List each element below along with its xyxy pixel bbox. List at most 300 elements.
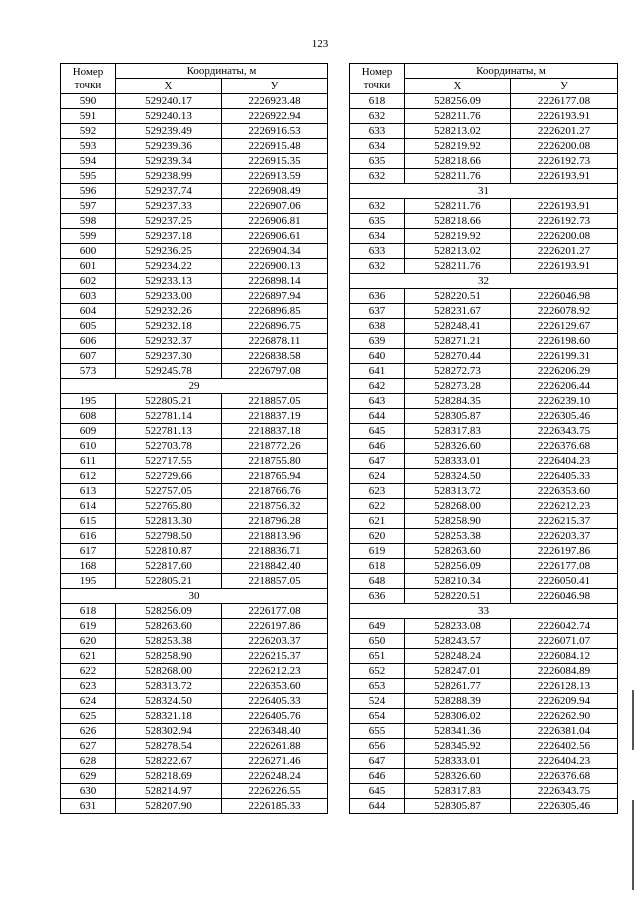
table-row — [61, 679, 328, 694]
table-row — [61, 139, 328, 154]
y-coordinate-cell: 2226878.11 — [222, 334, 328, 349]
x-coordinate-cell: 529240.13 — [116, 109, 222, 124]
x-coordinate-cell: 528317.83 — [405, 784, 511, 799]
table-row — [350, 409, 618, 424]
point-number-header-line1: Номер — [361, 65, 393, 78]
y-coordinate-cell: 2226200.08 — [511, 229, 618, 244]
x-coordinate-cell: 529245.78 — [116, 364, 222, 379]
group-header-row — [350, 184, 618, 199]
x-coordinate-cell: 522765.80 — [116, 499, 222, 514]
point-number-cell: 606 — [61, 334, 116, 349]
y-coordinate-cell: 2226404.23 — [511, 454, 618, 469]
x-coordinate-cell: 528270.44 — [405, 349, 511, 364]
table-row — [350, 394, 618, 409]
x-coordinate-cell: 528233.08 — [405, 619, 511, 634]
point-number-cell: 168 — [61, 559, 116, 574]
point-number-cell: 638 — [350, 319, 405, 334]
y-coordinate-cell: 2226922.94 — [222, 109, 328, 124]
x-coordinate-cell: 528272.73 — [405, 364, 511, 379]
page-number: 123 — [311, 38, 329, 50]
table-row — [350, 739, 618, 754]
point-number-cell: 636 — [350, 289, 405, 304]
point-number-cell: 651 — [350, 649, 405, 664]
y-coordinate-cell: 2226197.86 — [511, 544, 618, 559]
table-row — [350, 109, 618, 124]
point-number-cell: 625 — [61, 709, 116, 724]
point-number-cell: 618 — [350, 559, 405, 574]
point-number-cell: 624 — [61, 694, 116, 709]
point-number-cell: 616 — [61, 529, 116, 544]
x-coordinate-cell: 528326.60 — [405, 439, 511, 454]
x-coordinate-cell: 528218.66 — [405, 154, 511, 169]
x-coordinate-cell: 528222.67 — [116, 754, 222, 769]
point-number-cell: 195 — [61, 394, 116, 409]
y-coordinate-cell: 2226923.48 — [222, 94, 328, 109]
point-number-cell: 635 — [350, 154, 405, 169]
table-row — [350, 529, 618, 544]
y-coordinate-cell: 2226129.67 — [511, 319, 618, 334]
group-number: 32 — [350, 274, 618, 289]
point-number-cell: 612 — [61, 469, 116, 484]
point-number-cell: 619 — [350, 544, 405, 559]
point-number-cell: 620 — [350, 529, 405, 544]
point-number-cell: 631 — [61, 799, 116, 814]
table-row — [61, 289, 328, 304]
point-number-header-line2: точки — [74, 78, 102, 91]
y-coordinate-cell: 2226226.55 — [222, 784, 328, 799]
point-number-cell: 633 — [350, 124, 405, 139]
x-coordinate-cell: 528324.50 — [116, 694, 222, 709]
x-coordinate-cell: 528220.51 — [405, 289, 511, 304]
y-coordinate-cell: 2226353.60 — [511, 484, 618, 499]
y-coordinate-cell: 2226192.73 — [511, 154, 618, 169]
y-coordinate-cell: 2218837.18 — [222, 424, 328, 439]
x-coordinate-cell: 522813.30 — [116, 514, 222, 529]
table-row — [350, 754, 618, 769]
x-coordinate-cell: 528273.28 — [405, 379, 511, 394]
x-coordinate-cell: 529236.25 — [116, 244, 222, 259]
x-coordinate-cell: 528256.09 — [116, 604, 222, 619]
y-coordinate-cell: 2226353.60 — [222, 679, 328, 694]
table-row — [350, 349, 618, 364]
table-row — [350, 484, 618, 499]
x-coordinate-cell: 522757.05 — [116, 484, 222, 499]
table-row — [350, 364, 618, 379]
y-coordinate-cell: 2226212.23 — [511, 499, 618, 514]
point-number-cell: 573 — [61, 364, 116, 379]
point-number-cell: 613 — [61, 484, 116, 499]
y-coordinate-cell: 2226199.31 — [511, 349, 618, 364]
point-number-cell: 619 — [61, 619, 116, 634]
group-header-row — [350, 274, 618, 289]
table-row — [61, 199, 328, 214]
x-coordinate-cell: 528256.09 — [405, 559, 511, 574]
table-row — [350, 619, 618, 634]
x-coordinate-cell: 528211.76 — [405, 169, 511, 184]
table-row — [350, 94, 618, 109]
coordinates-table-left — [60, 63, 328, 814]
point-number-cell: 590 — [61, 94, 116, 109]
x-coordinate-cell: 522810.87 — [116, 544, 222, 559]
y-coordinate-cell: 2226916.53 — [222, 124, 328, 139]
y-header: У — [222, 79, 328, 94]
point-number-cell: 626 — [61, 724, 116, 739]
y-coordinate-cell: 2218837.19 — [222, 409, 328, 424]
point-number-cell: 622 — [350, 499, 405, 514]
table-row — [61, 529, 328, 544]
y-coordinate-cell: 2226402.56 — [511, 739, 618, 754]
y-coordinate-cell: 2218765.94 — [222, 469, 328, 484]
y-coordinate-cell: 2218857.05 — [222, 394, 328, 409]
table-row — [61, 394, 328, 409]
point-number-cell: 615 — [61, 514, 116, 529]
point-number-cell: 621 — [61, 649, 116, 664]
table-row — [61, 364, 328, 379]
y-coordinate-cell: 2218796.28 — [222, 514, 328, 529]
y-coordinate-cell: 2218766.76 — [222, 484, 328, 499]
x-coordinate-cell: 528321.18 — [116, 709, 222, 724]
point-number-cell: 622 — [61, 664, 116, 679]
x-coordinate-cell: 522729.66 — [116, 469, 222, 484]
x-coordinate-cell: 528211.76 — [405, 199, 511, 214]
group-header-row — [61, 379, 328, 394]
x-coordinate-cell: 522781.14 — [116, 409, 222, 424]
point-number-cell: 647 — [350, 754, 405, 769]
point-number-cell: 632 — [350, 109, 405, 124]
table-row — [61, 664, 328, 679]
y-coordinate-cell: 2226900.13 — [222, 259, 328, 274]
x-coordinate-cell: 528313.72 — [116, 679, 222, 694]
point-number-cell: 637 — [350, 304, 405, 319]
x-coordinate-cell: 528247.01 — [405, 664, 511, 679]
point-number-cell: 630 — [61, 784, 116, 799]
y-coordinate-cell: 2226305.46 — [511, 409, 618, 424]
table-row — [61, 514, 328, 529]
table-row — [350, 289, 618, 304]
y-coordinate-cell: 2226177.08 — [511, 94, 618, 109]
point-number-cell: 607 — [61, 349, 116, 364]
group-number: 30 — [61, 589, 328, 604]
point-number-cell: 650 — [350, 634, 405, 649]
x-coordinate-cell: 528341.36 — [405, 724, 511, 739]
y-coordinate-cell: 2226071.07 — [511, 634, 618, 649]
x-coordinate-cell: 528213.02 — [405, 124, 511, 139]
point-number-cell: 645 — [350, 424, 405, 439]
x-coordinate-cell: 528256.09 — [405, 94, 511, 109]
y-coordinate-cell: 2226915.35 — [222, 154, 328, 169]
table-row — [350, 799, 618, 814]
point-number-cell: 632 — [350, 259, 405, 274]
point-number-cell: 599 — [61, 229, 116, 244]
x-coordinate-cell: 528305.87 — [405, 799, 511, 814]
x-coordinate-cell: 528271.21 — [405, 334, 511, 349]
x-coordinate-cell: 528253.38 — [405, 529, 511, 544]
x-coordinate-cell: 528219.92 — [405, 229, 511, 244]
table-row — [350, 439, 618, 454]
y-coordinate-cell: 2218857.05 — [222, 574, 328, 589]
point-number-cell: 646 — [350, 769, 405, 784]
point-number-cell: 610 — [61, 439, 116, 454]
point-number-cell: 649 — [350, 619, 405, 634]
group-number: 31 — [350, 184, 618, 199]
x-coordinate-cell: 529237.74 — [116, 184, 222, 199]
x-coordinate-cell: 529233.13 — [116, 274, 222, 289]
x-coordinate-cell: 522717.55 — [116, 454, 222, 469]
table-row — [61, 409, 328, 424]
table-row — [61, 769, 328, 784]
table-row — [350, 454, 618, 469]
table-row — [61, 799, 328, 814]
y-coordinate-cell: 2226177.08 — [511, 559, 618, 574]
point-number-cell: 598 — [61, 214, 116, 229]
table-row — [350, 649, 618, 664]
x-coordinate-cell: 528248.41 — [405, 319, 511, 334]
y-coordinate-cell: 2226215.37 — [511, 514, 618, 529]
table-row — [61, 214, 328, 229]
x-coordinate-cell: 529232.18 — [116, 319, 222, 334]
point-number-cell: 592 — [61, 124, 116, 139]
y-coordinate-cell: 2226206.29 — [511, 364, 618, 379]
y-coordinate-cell: 2226248.24 — [222, 769, 328, 784]
x-coordinate-cell: 528207.90 — [116, 799, 222, 814]
y-coordinate-cell: 2226271.46 — [222, 754, 328, 769]
point-number-cell: 644 — [350, 409, 405, 424]
x-coordinate-cell: 528345.92 — [405, 739, 511, 754]
point-number-cell: 655 — [350, 724, 405, 739]
point-number-cell: 597 — [61, 199, 116, 214]
table-row — [350, 769, 618, 784]
group-header-row — [61, 589, 328, 604]
point-number-cell: 594 — [61, 154, 116, 169]
y-coordinate-cell: 2218842.40 — [222, 559, 328, 574]
point-number-cell: 602 — [61, 274, 116, 289]
x-coordinate-cell: 529237.33 — [116, 199, 222, 214]
point-number-cell: 627 — [61, 739, 116, 754]
point-number-cell: 608 — [61, 409, 116, 424]
table-row — [350, 784, 618, 799]
y-coordinate-cell: 2226239.10 — [511, 394, 618, 409]
x-coordinate-cell: 528306.02 — [405, 709, 511, 724]
table-row — [350, 514, 618, 529]
table-row — [61, 94, 328, 109]
group-number: 33 — [350, 604, 618, 619]
x-coordinate-cell: 528258.90 — [405, 514, 511, 529]
point-number-cell: 653 — [350, 679, 405, 694]
point-number-cell: 633 — [350, 244, 405, 259]
x-coordinate-cell: 528284.35 — [405, 394, 511, 409]
x-coordinate-cell: 522703.78 — [116, 439, 222, 454]
y-header: У — [511, 79, 618, 94]
table-row — [61, 649, 328, 664]
point-number-cell: 595 — [61, 169, 116, 184]
x-coordinate-cell: 528218.66 — [405, 214, 511, 229]
x-coordinate-cell: 529237.25 — [116, 214, 222, 229]
table-row — [61, 544, 328, 559]
table-row — [350, 544, 618, 559]
point-number-cell: 603 — [61, 289, 116, 304]
point-number-cell: 634 — [350, 229, 405, 244]
table-row — [350, 469, 618, 484]
coordinates-table-right — [349, 63, 618, 814]
y-coordinate-cell: 2226376.68 — [511, 439, 618, 454]
x-coordinate-cell: 528243.57 — [405, 634, 511, 649]
y-coordinate-cell: 2226906.61 — [222, 229, 328, 244]
y-coordinate-cell: 2226206.44 — [511, 379, 618, 394]
x-coordinate-cell: 529237.30 — [116, 349, 222, 364]
point-number-cell: 645 — [350, 784, 405, 799]
y-coordinate-cell: 2226185.33 — [222, 799, 328, 814]
y-coordinate-cell: 2226193.91 — [511, 169, 618, 184]
point-number-cell: 632 — [350, 199, 405, 214]
point-number-cell: 591 — [61, 109, 116, 124]
point-number-cell: 643 — [350, 394, 405, 409]
y-coordinate-cell: 2226084.12 — [511, 649, 618, 664]
point-number-cell: 623 — [350, 484, 405, 499]
y-coordinate-cell: 2226405.76 — [222, 709, 328, 724]
x-coordinate-cell: 528324.50 — [405, 469, 511, 484]
y-coordinate-cell: 2226193.91 — [511, 259, 618, 274]
header-row — [350, 64, 618, 79]
table-row — [61, 109, 328, 124]
table-row — [350, 694, 618, 709]
table-row — [350, 199, 618, 214]
table-row — [350, 154, 618, 169]
x-coordinate-cell: 528258.90 — [116, 649, 222, 664]
point-number-cell: 624 — [350, 469, 405, 484]
y-coordinate-cell: 2226348.40 — [222, 724, 328, 739]
y-coordinate-cell: 2218755.80 — [222, 454, 328, 469]
y-coordinate-cell: 2226343.75 — [511, 424, 618, 439]
y-coordinate-cell: 2218836.71 — [222, 544, 328, 559]
x-coordinate-cell: 522817.60 — [116, 559, 222, 574]
coordinates-header: Координаты, м — [116, 64, 328, 79]
x-coordinate-cell: 529234.22 — [116, 259, 222, 274]
x-coordinate-cell: 528211.76 — [405, 109, 511, 124]
table-row — [61, 334, 328, 349]
group-number: 29 — [61, 379, 328, 394]
y-coordinate-cell: 2226907.06 — [222, 199, 328, 214]
x-coordinate-cell: 529233.00 — [116, 289, 222, 304]
table-row — [61, 229, 328, 244]
y-coordinate-cell: 2226209.94 — [511, 694, 618, 709]
table-row — [350, 679, 618, 694]
table-row — [61, 274, 328, 289]
table-row — [350, 124, 618, 139]
y-coordinate-cell: 2226896.85 — [222, 304, 328, 319]
x-coordinate-cell: 528263.60 — [116, 619, 222, 634]
table-row — [61, 304, 328, 319]
table-row — [61, 619, 328, 634]
table-row — [61, 184, 328, 199]
x-coordinate-cell: 528326.60 — [405, 769, 511, 784]
coordinates-table-left-body — [61, 64, 328, 814]
table-row — [61, 709, 328, 724]
y-coordinate-cell: 2226262.90 — [511, 709, 618, 724]
table-row — [350, 139, 618, 154]
y-coordinate-cell: 2226177.08 — [222, 604, 328, 619]
table-row — [61, 469, 328, 484]
point-number-cell: 524 — [350, 694, 405, 709]
x-coordinate-cell: 528231.67 — [405, 304, 511, 319]
x-coordinate-cell: 529232.37 — [116, 334, 222, 349]
y-coordinate-cell: 2226201.27 — [511, 124, 618, 139]
point-number-cell: 644 — [350, 799, 405, 814]
table-row — [350, 319, 618, 334]
point-number-cell: 641 — [350, 364, 405, 379]
x-coordinate-cell: 528288.39 — [405, 694, 511, 709]
y-coordinate-cell: 2226197.86 — [222, 619, 328, 634]
x-coordinate-cell: 528278.54 — [116, 739, 222, 754]
point-number-cell: 621 — [350, 514, 405, 529]
y-coordinate-cell: 2226896.75 — [222, 319, 328, 334]
x-coordinate-cell: 529239.34 — [116, 154, 222, 169]
y-coordinate-cell: 2226381.04 — [511, 724, 618, 739]
table-row — [61, 754, 328, 769]
x-coordinate-cell: 528302.94 — [116, 724, 222, 739]
table-row — [61, 124, 328, 139]
x-coordinate-cell: 528268.00 — [405, 499, 511, 514]
table-row — [61, 439, 328, 454]
point-number-cell: 646 — [350, 439, 405, 454]
x-coordinate-cell: 529239.36 — [116, 139, 222, 154]
table-row — [61, 604, 328, 619]
x-coordinate-cell: 528263.60 — [405, 544, 511, 559]
point-number-cell: 642 — [350, 379, 405, 394]
y-coordinate-cell: 2226906.81 — [222, 214, 328, 229]
y-coordinate-cell: 2226128.13 — [511, 679, 618, 694]
point-number-cell: 635 — [350, 214, 405, 229]
y-coordinate-cell: 2218813.96 — [222, 529, 328, 544]
x-coordinate-cell: 522805.21 — [116, 574, 222, 589]
y-coordinate-cell: 2226305.46 — [511, 799, 618, 814]
y-coordinate-cell: 2226404.23 — [511, 754, 618, 769]
point-number-cell: 609 — [61, 424, 116, 439]
x-coordinate-cell: 528253.38 — [116, 634, 222, 649]
x-coordinate-cell: 528220.51 — [405, 589, 511, 604]
y-coordinate-cell: 2226838.58 — [222, 349, 328, 364]
x-coordinate-cell: 529232.26 — [116, 304, 222, 319]
y-coordinate-cell: 2226405.33 — [222, 694, 328, 709]
table-row — [61, 169, 328, 184]
x-coordinate-cell: 528333.01 — [405, 754, 511, 769]
header-row — [61, 64, 328, 79]
point-number-cell: 614 — [61, 499, 116, 514]
y-coordinate-cell: 2226215.37 — [222, 649, 328, 664]
y-coordinate-cell: 2226193.91 — [511, 199, 618, 214]
table-row — [61, 499, 328, 514]
y-coordinate-cell: 2218772.26 — [222, 439, 328, 454]
y-coordinate-cell: 2226376.68 — [511, 769, 618, 784]
y-coordinate-cell: 2226046.98 — [511, 289, 618, 304]
x-coordinate-cell: 528211.76 — [405, 259, 511, 274]
x-coordinate-cell: 528214.97 — [116, 784, 222, 799]
x-coordinate-cell: 528210.34 — [405, 574, 511, 589]
table-row — [61, 259, 328, 274]
point-number-cell: 656 — [350, 739, 405, 754]
coordinates-header: Координаты, м — [405, 64, 618, 79]
point-number-cell: 600 — [61, 244, 116, 259]
point-number-cell: 654 — [350, 709, 405, 724]
table-row — [350, 259, 618, 274]
y-coordinate-cell: 2226908.49 — [222, 184, 328, 199]
table-row — [350, 589, 618, 604]
y-coordinate-cell: 2226261.88 — [222, 739, 328, 754]
y-coordinate-cell: 2226897.94 — [222, 289, 328, 304]
y-coordinate-cell: 2226405.33 — [511, 469, 618, 484]
point-number-header — [350, 64, 405, 94]
x-coordinate-cell: 529237.18 — [116, 229, 222, 244]
point-number-header-line1: Номер — [72, 65, 104, 78]
